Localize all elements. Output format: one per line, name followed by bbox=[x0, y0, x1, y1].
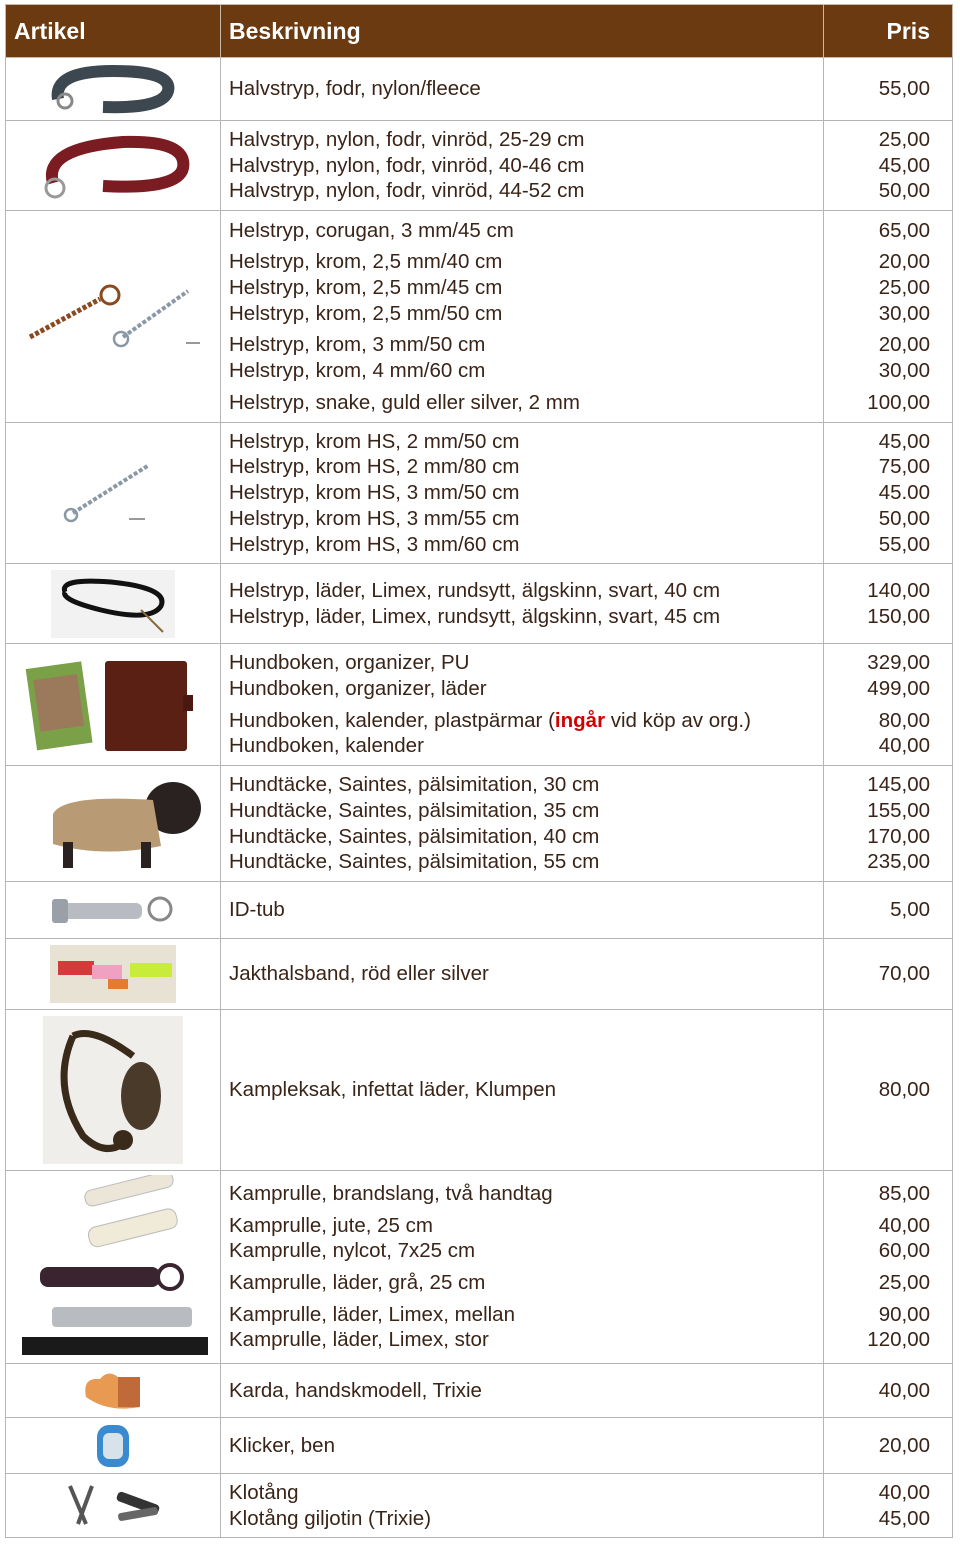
item-description: Hundtäcke, Saintes, pälsimitation, 55 cm bbox=[229, 850, 600, 874]
table-header bbox=[6, 5, 953, 58]
table-row bbox=[6, 1474, 953, 1538]
description-cell bbox=[221, 939, 824, 1010]
item-price: 25,00 bbox=[878, 127, 930, 151]
item-description: Kamprulle, läder, Limex, mellan bbox=[229, 1302, 515, 1326]
item-description: Helstryp, krom HS, 3 mm/50 cm bbox=[229, 481, 520, 505]
tug-roll-image bbox=[18, 1175, 208, 1360]
item-description: Helstryp, krom, 4 mm/60 cm bbox=[229, 359, 486, 383]
item-description: Karda, handskmodell, Trixie bbox=[229, 1378, 482, 1402]
item-description: Halvstryp, fodr, nylon/fleece bbox=[229, 77, 481, 101]
included-highlight: ingår bbox=[554, 708, 606, 732]
item-price: 120,00 bbox=[867, 1328, 930, 1352]
table-row bbox=[6, 564, 953, 644]
item-price: 170,00 bbox=[867, 824, 930, 848]
description-cell bbox=[221, 1364, 824, 1418]
description-cell bbox=[221, 1171, 824, 1364]
item-price: 85,00 bbox=[878, 1181, 930, 1205]
price-cell bbox=[824, 1364, 953, 1418]
table-row bbox=[6, 939, 953, 1010]
item-description: Kamprulle, läder, grå, 25 cm bbox=[229, 1271, 486, 1294]
price-cell bbox=[824, 1171, 953, 1364]
item-description: Kamprulle, jute, 25 cm bbox=[229, 1213, 433, 1237]
table-row bbox=[6, 423, 953, 564]
leather-choke-image bbox=[51, 570, 175, 638]
hunting-collar-image bbox=[50, 945, 176, 1003]
product-image-cell bbox=[6, 423, 221, 564]
item-description: Halvstryp, nylon, fodr, vinröd, 25-29 cm bbox=[229, 127, 585, 151]
item-description: Helstryp, krom HS, 3 mm/60 cm bbox=[229, 532, 520, 556]
description-cell bbox=[221, 564, 824, 644]
item-description: Helstryp, snake, guld eller silver, 2 mm bbox=[229, 390, 580, 414]
item-price: 45.00 bbox=[878, 481, 930, 505]
item-price: 65,00 bbox=[878, 218, 930, 242]
item-price: 155,00 bbox=[867, 798, 930, 822]
item-description: Helstryp, corugan, 3 mm/45 cm bbox=[229, 218, 514, 242]
price-table bbox=[5, 4, 953, 1538]
item-price: 30,00 bbox=[878, 301, 930, 325]
item-description: Helstryp, krom HS, 2 mm/50 cm bbox=[229, 429, 520, 453]
item-price: 55,00 bbox=[878, 532, 930, 556]
product-image-cell bbox=[6, 564, 221, 644]
item-price: 20,00 bbox=[878, 250, 930, 274]
item-description: Hundtäcke, Saintes, pälsimitation, 30 cm bbox=[229, 773, 600, 797]
id-tube-image bbox=[48, 887, 178, 933]
item-description: Hundtäcke, Saintes, pälsimitation, 40 cm bbox=[229, 824, 600, 848]
item-price: 235,00 bbox=[867, 850, 930, 874]
dog-coat-image bbox=[23, 774, 203, 874]
item-price: 40,00 bbox=[878, 1480, 930, 1504]
item-price: 499,00 bbox=[867, 676, 930, 700]
item-description: Helstryp, läder, Limex, rundsytt, älgskinn, svart, 40 cm bbox=[229, 578, 721, 602]
item-price: 80,00 bbox=[878, 708, 930, 732]
item-description: ID-tub bbox=[229, 898, 285, 922]
table-row bbox=[6, 644, 953, 766]
product-image-cell bbox=[6, 939, 221, 1010]
description-cell bbox=[221, 211, 824, 423]
item-description: Halvstryp, nylon, fodr, vinröd, 44-52 cm bbox=[229, 179, 585, 203]
table-row bbox=[6, 1010, 953, 1171]
price-cell bbox=[824, 211, 953, 423]
product-image-cell bbox=[6, 211, 221, 423]
description-cell bbox=[221, 423, 824, 564]
table-row bbox=[6, 1418, 953, 1474]
tug-toy-image bbox=[43, 1016, 183, 1164]
grooming-glove-image bbox=[78, 1367, 148, 1415]
item-description: Helstryp, krom, 2,5 mm/45 cm bbox=[229, 275, 503, 299]
header-pris: Pris bbox=[824, 5, 953, 58]
table-row bbox=[6, 882, 953, 939]
description-cell bbox=[221, 58, 824, 121]
table-row bbox=[6, 1364, 953, 1418]
item-description: Kamprulle, brandslang, två handtag bbox=[229, 1181, 553, 1205]
item-price: 20,00 bbox=[878, 1433, 930, 1457]
item-price: 50,00 bbox=[878, 179, 930, 203]
product-image-cell bbox=[6, 1474, 221, 1538]
description-cell bbox=[221, 1418, 824, 1474]
description-cell bbox=[221, 766, 824, 882]
header-artikel: Artikel bbox=[6, 5, 221, 58]
table-row bbox=[6, 211, 953, 423]
description-text: vid köp av org.) bbox=[605, 708, 751, 732]
item-price: 20,00 bbox=[878, 333, 930, 357]
table-row bbox=[6, 58, 953, 121]
item-description: Helstryp, krom HS, 2 mm/80 cm bbox=[229, 455, 520, 479]
item-price: 25,00 bbox=[878, 275, 930, 299]
price-cell bbox=[824, 58, 953, 121]
item-description: Helstryp, läder, Limex, rundsytt, älgskinn, svart, 45 cm bbox=[229, 604, 721, 628]
item-price: 30,00 bbox=[878, 359, 930, 383]
price-cell bbox=[824, 882, 953, 939]
item-price: 150,00 bbox=[867, 604, 930, 628]
item-price: 40,00 bbox=[878, 1378, 930, 1402]
item-description bbox=[229, 708, 823, 734]
item-price: 45,00 bbox=[878, 153, 930, 177]
item-price: 40,00 bbox=[878, 1213, 930, 1237]
price-cell bbox=[824, 939, 953, 1010]
item-price: 100,00 bbox=[867, 390, 930, 414]
item-price: 140,00 bbox=[867, 578, 930, 602]
collar-image bbox=[33, 128, 193, 204]
product-image-cell bbox=[6, 882, 221, 939]
product-image-cell bbox=[6, 121, 221, 211]
item-description: Kampleksak, infettat läder, Klumpen bbox=[229, 1078, 557, 1102]
item-price: 75,00 bbox=[878, 455, 930, 479]
item-price: 50,00 bbox=[878, 506, 930, 530]
header-beskrivning: Beskrivning bbox=[221, 5, 824, 58]
item-description: Halvstryp, nylon, fodr, vinröd, 40-46 cm bbox=[229, 153, 585, 177]
item-description: Hundtäcke, Saintes, pälsimitation, 35 cm bbox=[229, 798, 600, 822]
description-cell bbox=[221, 882, 824, 939]
product-image-cell bbox=[6, 1364, 221, 1418]
item-price: 45,00 bbox=[878, 429, 930, 453]
product-image-cell bbox=[6, 1010, 221, 1171]
item-price: 5,00 bbox=[890, 898, 930, 922]
product-image-cell bbox=[6, 766, 221, 882]
item-price: 25,00 bbox=[878, 1271, 930, 1294]
item-description: Klotång bbox=[229, 1480, 299, 1504]
item-price: 40,00 bbox=[878, 734, 930, 758]
item-price: 90,00 bbox=[878, 1302, 930, 1326]
item-price: 55,00 bbox=[878, 77, 930, 101]
price-cell bbox=[824, 644, 953, 766]
product-image-cell bbox=[6, 1171, 221, 1364]
chain-image bbox=[18, 277, 208, 357]
item-price: 45,00 bbox=[878, 1506, 930, 1530]
product-image-cell bbox=[6, 1418, 221, 1474]
item-description: Helstryp, krom, 2,5 mm/50 cm bbox=[229, 301, 503, 325]
item-description: Kamprulle, läder, Limex, stor bbox=[229, 1328, 489, 1352]
collar-image bbox=[43, 61, 183, 117]
item-price: 60,00 bbox=[878, 1239, 930, 1263]
description-cell bbox=[221, 1474, 824, 1538]
item-description: Hundboken, kalender bbox=[229, 734, 424, 758]
item-price: 70,00 bbox=[878, 962, 930, 986]
price-cell bbox=[824, 1418, 953, 1474]
item-description: Klicker, ben bbox=[229, 1433, 335, 1457]
table-row bbox=[6, 1171, 953, 1364]
price-list bbox=[5, 4, 952, 1538]
nail-clipper-image bbox=[58, 1480, 168, 1532]
item-description: Hundboken, organizer, PU bbox=[229, 651, 470, 675]
chain-image bbox=[53, 453, 173, 533]
item-price: 80,00 bbox=[878, 1078, 930, 1102]
item-description: Klotång giljotin (Trixie) bbox=[229, 1506, 432, 1530]
organizer-image bbox=[23, 655, 203, 755]
item-description: Hundboken, organizer, läder bbox=[229, 676, 487, 700]
item-price: 145,00 bbox=[867, 773, 930, 797]
table-row bbox=[6, 121, 953, 211]
product-image-cell bbox=[6, 644, 221, 766]
price-cell bbox=[824, 423, 953, 564]
price-cell bbox=[824, 564, 953, 644]
product-image-cell bbox=[6, 58, 221, 121]
price-cell bbox=[824, 1010, 953, 1171]
item-description: Helstryp, krom, 2,5 mm/40 cm bbox=[229, 250, 503, 274]
description-text: Hundboken, kalender, plastpärmar ( bbox=[229, 708, 555, 732]
item-description: Helstryp, krom HS, 3 mm/55 cm bbox=[229, 506, 520, 530]
table-row bbox=[6, 766, 953, 882]
description-cell bbox=[221, 121, 824, 211]
price-cell bbox=[824, 1474, 953, 1538]
description-cell bbox=[221, 1010, 824, 1171]
clicker-image bbox=[85, 1421, 141, 1471]
item-description: Kamprulle, nylcot, 7x25 cm bbox=[229, 1239, 476, 1263]
item-price: 329,00 bbox=[867, 651, 930, 675]
item-description: Jakthalsband, röd eller silver bbox=[229, 962, 489, 986]
item-description: Helstryp, krom, 3 mm/50 cm bbox=[229, 333, 486, 357]
price-cell bbox=[824, 766, 953, 882]
description-cell bbox=[221, 644, 824, 766]
price-cell bbox=[824, 121, 953, 211]
